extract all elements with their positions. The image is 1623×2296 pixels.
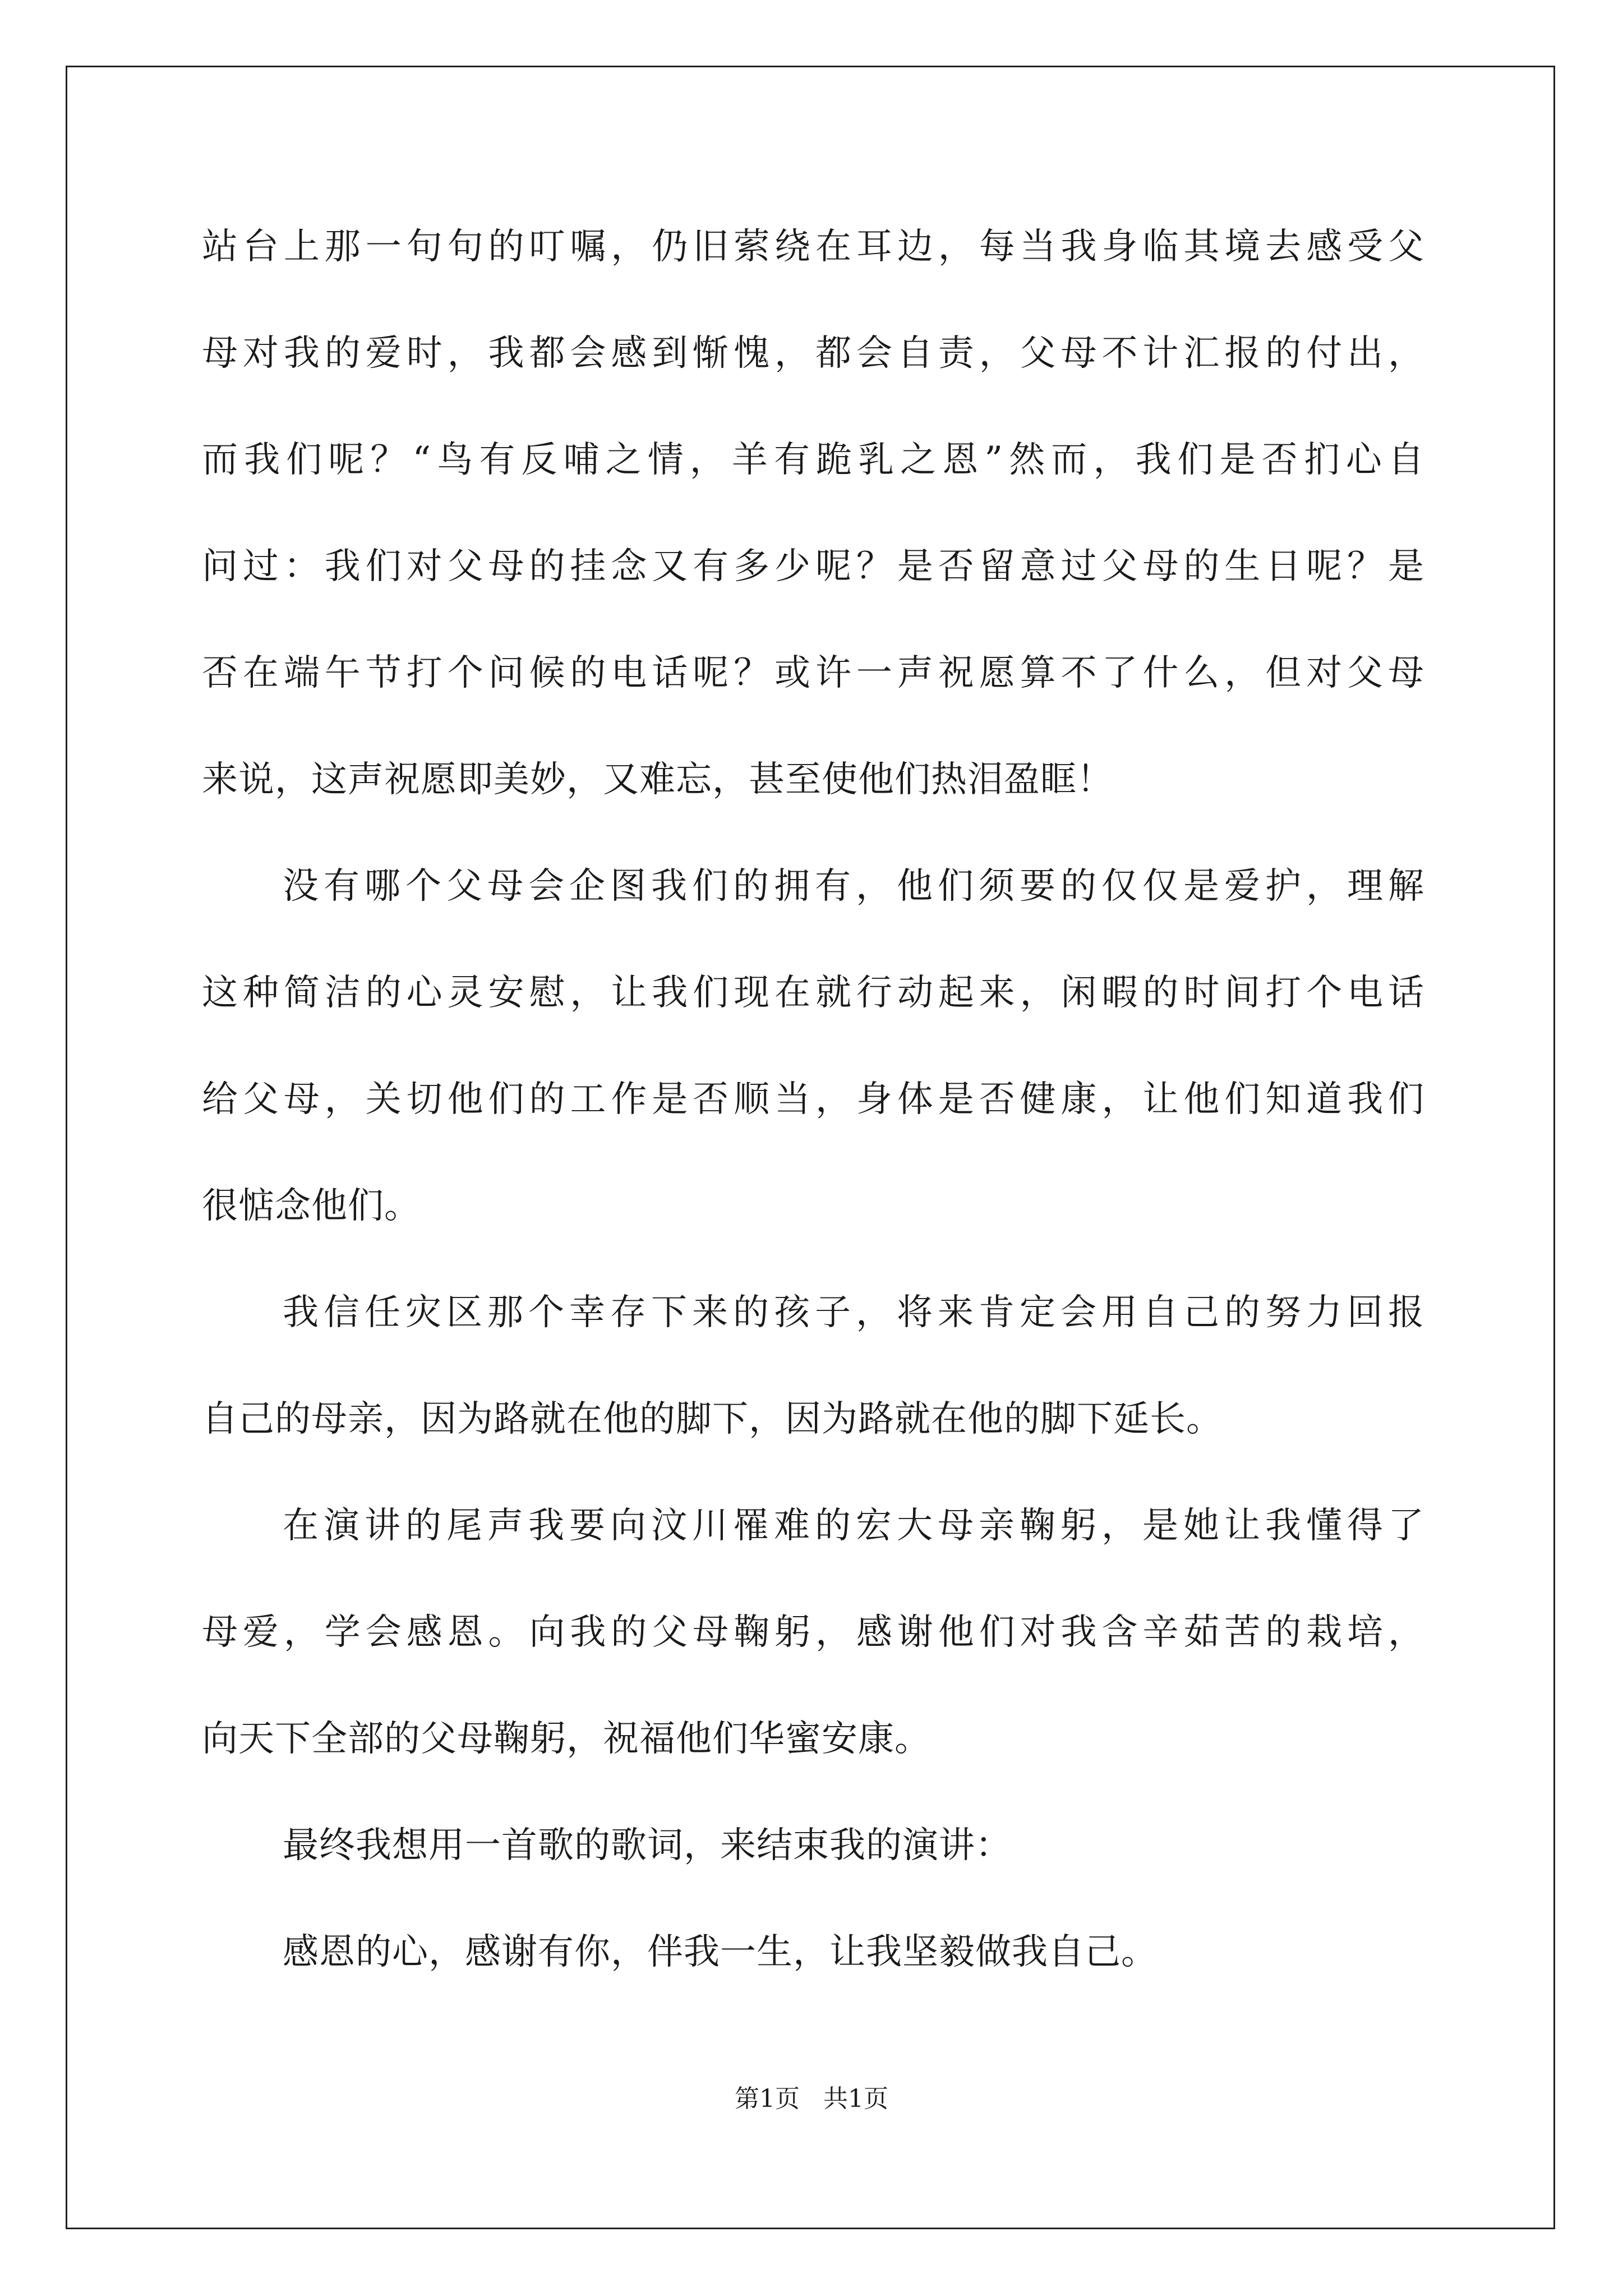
text-line: 而我们呢？“鸟有反哺之情，羊有跪乳之恩”然而，我们是否扪心自 bbox=[202, 439, 1424, 481]
paragraph bbox=[202, 1815, 1424, 1921]
paragraph bbox=[202, 855, 1424, 1282]
text-line: 向天下全部的父母鞠躬，祝福他们华蜜安康。 bbox=[202, 1718, 931, 1760]
text-line: 站台上那一句句的叮嘱，仍旧萦绕在耳边，每当我身临其境去感受父 bbox=[202, 226, 1424, 268]
page-total: 共1页 bbox=[823, 2085, 888, 2113]
text-line: 最终我想用一首歌的歌词，来结束我的演讲： bbox=[283, 1825, 1012, 1866]
text-line: 没有哪个父母会企图我们的拥有，他们须要的仅仅是爱护，理解 bbox=[283, 866, 1424, 907]
text-line: 来说，这声祝愿即美妙，又难忘，甚至使他们热泪盈眶！ bbox=[202, 759, 1113, 800]
page-footer bbox=[0, 2082, 1623, 2116]
document-body bbox=[202, 216, 1424, 2028]
paragraph bbox=[202, 1921, 1424, 2028]
text-line: 自己的母亲，因为路就在他的脚下，因为路就在他的脚下延长。 bbox=[202, 1398, 1223, 1440]
text-line: 否在端午节打个问候的电话呢？或许一声祝愿算不了什么，但对父母 bbox=[202, 652, 1424, 694]
text-line: 在演讲的尾声我要向汶川罹难的宏大母亲鞠躬，是她让我懂得了 bbox=[283, 1505, 1424, 1547]
paragraph bbox=[202, 1282, 1424, 1495]
paragraph bbox=[202, 216, 1424, 855]
page-number: 第1页 bbox=[735, 2085, 800, 2113]
text-line: 母对我的爱时，我都会感到惭愧，都会自责，父母不计汇报的付出， bbox=[202, 333, 1424, 374]
text-line: 母爱，学会感恩。向我的父母鞠躬，感谢他们对我含辛茹苦的栽培， bbox=[202, 1612, 1424, 1653]
text-line: 很惦念他们。 bbox=[202, 1185, 421, 1227]
text-line: 问过：我们对父母的挂念又有多少呢？是否留意过父母的生日呢？是 bbox=[202, 546, 1424, 587]
text-line: 感恩的心，感谢有你，伴我一生，让我坚毅做我自己。 bbox=[283, 1931, 1158, 1973]
text-line: 我信任灾区那个幸存下来的孩子，将来肯定会用自己的努力回报 bbox=[283, 1292, 1424, 1333]
text-line: 给父母，关切他们的工作是否顺当，身体是否健康，让他们知道我们 bbox=[202, 1079, 1424, 1120]
text-line: 这种简洁的心灵安慰，让我们现在就行动起来，闲暇的时间打个电话 bbox=[202, 972, 1424, 1014]
paragraph bbox=[202, 1495, 1424, 1815]
